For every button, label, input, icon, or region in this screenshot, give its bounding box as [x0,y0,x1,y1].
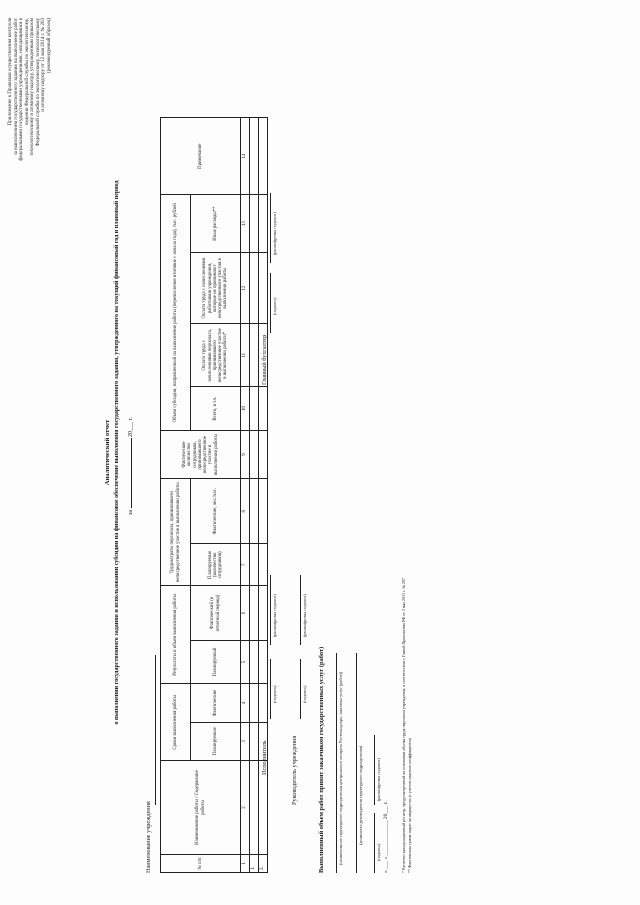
column-numbers-row [241,118,250,873]
head-name-line [300,575,301,645]
report-table [160,117,268,873]
report-title: Аналитический отчет [104,419,111,486]
column-number: 12 [241,252,250,324]
col-staff: Трудозатраты персонала, принимавшего непосредственное участие в выполнении работы [161,479,191,586]
executor-sign-line [270,659,271,719]
col-funds: Объем субсидии, направленный на выполнение работы (перечисление итоговое с начала года), тыс. рублей [161,195,191,430]
column-number: 11 [241,324,250,387]
table-row [250,118,259,873]
header-line: Приложение к Правилам осуществления контроля [8,18,13,126]
col-funds-total: Всего, в т.ч. [191,387,241,431]
department-caption: (наименование структурного подразделения центрального аппарата Ростехнадзора, заказчика услуг (работ)) [338,671,343,865]
column-number: 14 [241,118,250,195]
col-result-plan: Планируемый [191,640,241,684]
head-sign-caption: (подпись) [302,685,307,703]
accept-name-line [374,735,375,805]
column-number: 6 [241,586,250,640]
position-line [356,653,357,873]
head-sign-line [300,659,301,719]
department-line [336,653,337,873]
executor-label: Исполнитель [261,740,268,775]
column-number: 1 [241,855,250,873]
position-caption: (должность руководителя структурного подразделения) [358,745,363,845]
accept-sign-caption: (подпись) [376,843,381,861]
acceptance-heading: Выполненный объем работ принят заказчиком государственных услуг (работ) [318,646,325,873]
col-result: Результаты и объем выполнения работы [161,586,191,684]
acceptance-date: « ___ » _____________ 20___ г. [383,801,389,873]
column-number: 4 [241,684,250,722]
head-label: Руководитель учреждения [291,735,298,805]
column-number: 8 [241,479,250,544]
executor-name-caption: (расшифровка подписи) [272,594,277,637]
col-result-fact: Фактический (в отчетный период) [191,586,241,640]
col-staff-count: Фактическое количество сотрудников, принимавшего непосредственное участие в выполнении работы [161,430,241,478]
institution-line [155,655,156,805]
col-staff-plan: Планируемые (количество сотрудников) [191,544,241,586]
col-note: Примечание [161,118,241,195]
accept-sign-line [374,813,375,873]
executor-sign-caption: (подпись) [272,685,277,703]
header-line: за выполнением государственного задания на выполнение работ [13,18,19,156]
period-prefix: за [128,509,134,515]
col-funds-other: Иные расходы** [191,195,241,252]
report-period [128,417,134,515]
col-deadline: Сроки выполнения работы [161,684,191,761]
accountant-name-caption: (расшифровка подписи) [272,212,277,255]
column-number: 13 [241,195,250,252]
header-line: ведении Федеральной службы по экологическому, [24,18,30,125]
header-line: (рекомендуемый образец) [46,18,52,73]
header-line: федеральными государственными учреждениями, находящимися в [19,18,24,161]
accountant-name-line [270,193,271,263]
col-name: Наименование работы / Содержание работы [161,761,241,855]
accountant-sign-line [270,273,271,333]
accept-name-caption: (расшифровка подписи) [376,758,381,801]
column-number: 10 [241,387,250,431]
chief-accountant-label: Главный бухгалтер [261,334,268,385]
header-line: Федеральной службы по экологическому, технологическому [35,18,41,147]
period-year: 20___ г. [128,417,134,437]
col-funds-admin: Оплата труда с начислениями работников учреждения, которые не принимают непосредственного участия в выполнении работы [191,252,241,324]
col-number: № п/п [161,855,241,873]
row-number: 2. [259,855,268,873]
executor-name-line [270,575,271,645]
col-funds-direct: Оплата труда с начислениями персонала, принимавшего непосредственное участие в выполнении работы* [191,324,241,387]
report-subtitle: о выполнении государственного задания и использовании субсидии на финансовое обеспечение выполнения государственного задания, утвержденного на текущий финансовый год и плановый период [114,180,120,725]
footnote-2: ** Фактическая сумма затрат на имущество (с учетом лицевого коэффициента) [407,737,412,873]
approval-header [8,18,52,161]
header-line: и атомному надзору от 12 мая 2014 г. № 203 [41,18,46,112]
column-number: 7 [241,544,250,586]
column-number: 3 [241,722,250,760]
col-deadline-plan: Планируемые [191,722,241,760]
footnote-1: * Расчетно-калькуляционный регистр, предусмотренный на основании объема труда персонала учреждения, в соответствии с Главой Приложения РФ от 3 мая 2013 г. № 297 [401,577,406,873]
column-number: 5 [241,640,250,684]
column-number: 9 [241,430,250,478]
col-staff-fact: Фактические, чел./час. [191,479,241,544]
header-line: технологическому и атомному надзору, утвержденным приказом [30,18,35,156]
row-number: 1. [250,855,259,873]
column-number: 2 [241,761,250,855]
institution-label: Наименование учреждения [145,801,152,873]
col-deadline-fact: Фактические [191,684,241,722]
head-name-caption: (расшифровка подписи) [302,594,307,637]
accountant-sign-caption: (подпись) [272,297,277,315]
